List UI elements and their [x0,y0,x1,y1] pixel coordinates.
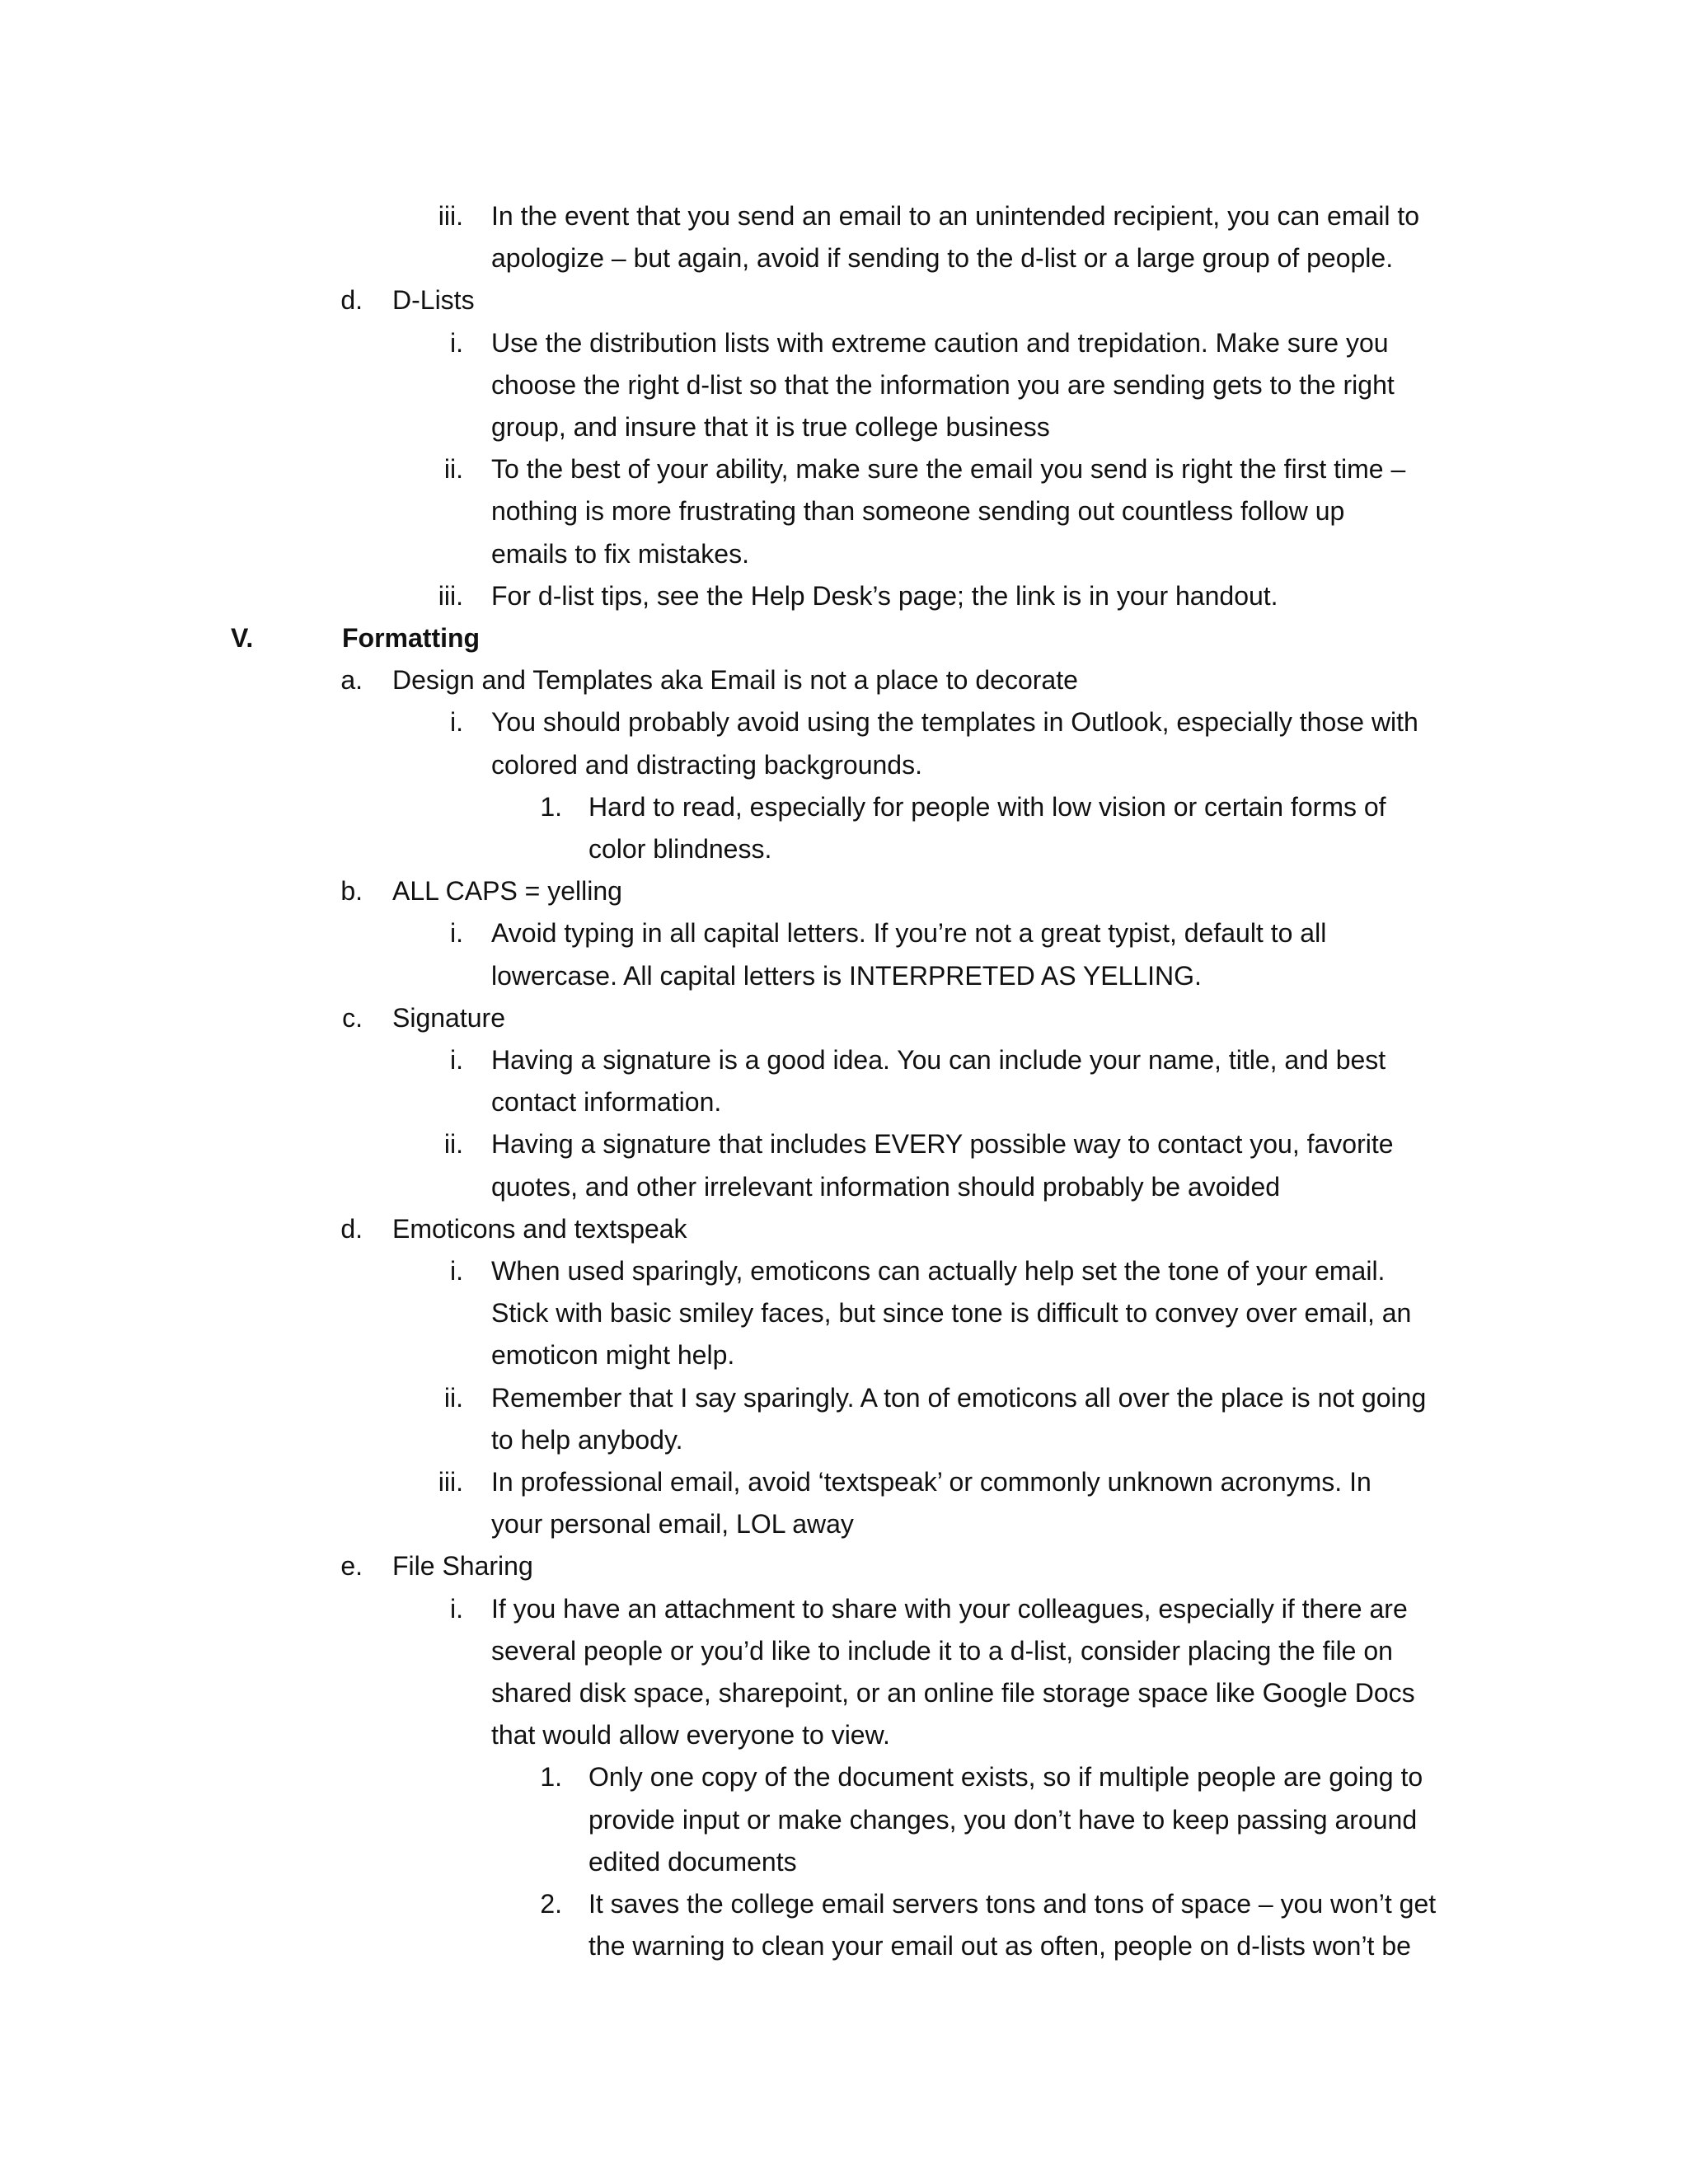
list-marker: iii. [438,1467,463,1497]
list-marker: i. [450,327,463,358]
list-marker: ii. [443,454,463,485]
list-text: edited documents [588,1846,797,1877]
list-text: Signature [392,1002,505,1033]
list-text: to help anybody. [491,1424,683,1455]
list-marker: i. [450,1045,463,1075]
list-marker: ii. [443,1382,463,1413]
list-text: In professional email, avoid ‘textspeak’ or commonly unknown acronyms. In [491,1467,1372,1497]
list-text: contact information. [491,1087,722,1118]
list-text: Formatting [342,623,481,653]
list-text: provide input or make changes, you don’t have to keep passing around [588,1804,1418,1835]
list-marker: e. [340,1551,363,1582]
list-text: Stick with basic smiley faces, but since tone is difficult to convey over email, an [491,1298,1412,1329]
list-marker: d. [340,1213,363,1244]
list-text: When used sparingly, emoticons can actually help set the tone of your email. [491,1256,1386,1286]
list-text: shared disk space, sharepoint, or an online file storage space like Google Docs [491,1678,1415,1708]
list-text: emails to fix mistakes. [491,538,749,569]
list-marker: iii. [438,580,463,611]
list-text: Hard to read, especially for people with low vision or certain forms of [588,791,1386,822]
list-text: Emoticons and textspeak [392,1213,687,1244]
list-marker: 1. [540,1762,562,1793]
list-text: color blindness. [588,834,772,864]
list-text: group, and insure that it is true college business [491,412,1050,442]
list-text: ALL CAPS = yelling [392,876,622,907]
list-marker: i. [450,918,463,949]
list-text: Having a signature that includes EVERY possible way to contact you, favorite [491,1129,1394,1160]
list-marker: i. [450,707,463,738]
list-marker: 1. [540,791,562,822]
list-text: D-Lists [392,285,475,316]
list-text: your personal email, LOL away [491,1509,854,1540]
list-text: To the best of your ability, make sure the email you send is right the first time – [491,454,1406,485]
list-text: colored and distracting backgrounds. [491,749,922,780]
list-marker: c. [342,1002,363,1033]
list-text: emoticon might help. [491,1340,735,1371]
list-marker: i. [450,1256,463,1286]
list-marker: ii. [443,1129,463,1160]
list-text: apologize – but again, avoid if sending to the d-list or a large group of people. [491,243,1394,274]
list-marker: V. [231,623,254,653]
list-text: quotes, and other irrelevant information should probably be avoided [491,1171,1281,1202]
list-marker: i. [450,1593,463,1624]
list-text: If you have an attachment to share with your colleagues, especially if there are [491,1593,1408,1624]
list-text: Design and Templates aka Email is not a place to decorate [392,665,1078,696]
list-text: Only one copy of the document exists, so if multiple people are going to [588,1762,1423,1793]
list-marker: a. [340,665,363,696]
list-text: File Sharing [392,1551,533,1582]
list-text: several people or you’d like to include it to a d-list, consider placing the file on [491,1635,1393,1666]
list-text: Use the distribution lists with extreme caution and trepidation. Make sure you [491,327,1389,358]
list-text: It saves the college email servers tons and tons of space – you won’t get [588,1889,1437,1919]
list-marker: b. [340,876,363,907]
list-text: Having a signature is a good idea. You can include your name, title, and best [491,1045,1386,1075]
list-text: Remember that I say sparingly. A ton of emoticons all over the place is not going [491,1382,1427,1413]
list-text: the warning to clean your email out as often, people on d-lists won’t be [588,1931,1411,1961]
list-marker: 2. [540,1889,562,1919]
list-text: choose the right d-list so that the information you are sending gets to the right [491,369,1395,400]
list-text: For d-list tips, see the Help Desk’s page; the link is in your handout. [491,580,1278,611]
list-text: You should probably avoid using the templates in Outlook, especially those with [491,707,1418,738]
list-marker: d. [340,285,363,316]
list-text: Avoid typing in all capital letters. If you’re not a great typist, default to all [491,918,1327,949]
list-text: nothing is more frustrating than someone sending out countless follow up [491,496,1345,527]
list-text: In the event that you send an email to an unintended recipient, you can email to [491,201,1420,231]
list-text: lowercase. All capital letters is INTERPRETED AS YELLING. [491,960,1202,991]
list-marker: iii. [438,201,463,231]
list-text: that would allow everyone to view. [491,1720,890,1750]
